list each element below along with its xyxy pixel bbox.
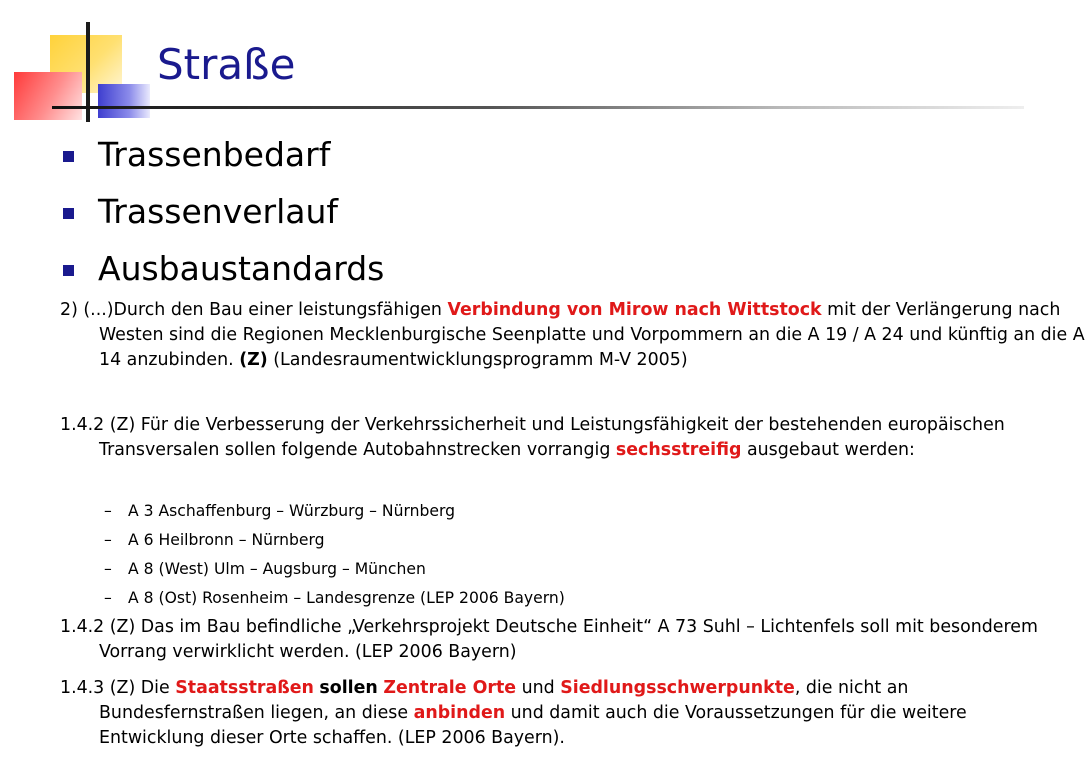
dash-icon: – xyxy=(104,531,112,549)
bullet-text: Trassenbedarf xyxy=(98,135,331,174)
square-bullet-icon xyxy=(63,265,74,276)
paragraph-autobahn-ausbau xyxy=(60,413,1061,463)
list-item xyxy=(104,558,426,580)
text-run: ausgebaut werden: xyxy=(741,440,915,460)
text-run: und xyxy=(516,678,561,698)
bullet-item xyxy=(62,130,384,187)
logo-blue-square xyxy=(98,84,150,118)
paragraph-staatsstrassen xyxy=(60,676,1061,751)
square-bullet-icon xyxy=(63,208,74,219)
paragraph-a73: 1.4.2 (Z) Das im Bau befindliche „Verkehrsprojekt Deutsche Einheit“ A 73 Suhl – Lichtenfels soll mit besonderem Vorrang verwirklicht werden. (LEP 2006 Bayern) xyxy=(60,617,1038,662)
bullet-item xyxy=(62,187,384,244)
highlight-text: Verbindung von Mirow nach Wittstock xyxy=(447,300,822,320)
bullet-text: Trassenverlauf xyxy=(98,192,339,231)
text-run: 1.4.3 (Z) Die xyxy=(60,678,176,698)
highlight-text: Zentrale Orte xyxy=(383,678,517,698)
list-item-text: A 8 (West) Ulm – Augsburg – München xyxy=(128,560,426,578)
text-run: (Landesraumentwicklungsprogramm M-V 2005) xyxy=(267,350,688,370)
bullet-list xyxy=(62,130,384,301)
dash-icon: – xyxy=(104,560,112,578)
dash-icon: – xyxy=(104,502,112,520)
list-item-text: A 3 Aschaffenburg – Würzburg – Nürnberg xyxy=(128,502,456,520)
list-item-text: A 6 Heilbronn – Nürnberg xyxy=(128,531,325,549)
list-item xyxy=(104,500,455,522)
logo-red-square xyxy=(14,72,82,120)
bullet-item xyxy=(62,244,384,301)
bullet-text: Ausbaustandards xyxy=(98,249,385,288)
text-run: und damit auch die Voraussetzungen für die weitere Entwicklung dieser Orte schaffen. (LEP 2006 Bayern). xyxy=(99,703,967,748)
bold-text: sollen xyxy=(319,678,378,698)
text-run: 2) (...)Durch den Bau einer leistungsfähigen xyxy=(60,300,448,320)
text-run: 1.4.2 (Z) Für die Verbesserung der Verkehrssicherheit und Leistungsfähigkeit der bestehenden europäischen Transversalen sollen folgende Autobahnstrecken vorrangig xyxy=(60,415,1005,460)
list-item xyxy=(104,587,565,609)
highlight-text: anbinden xyxy=(413,703,506,723)
bold-text: (Z) xyxy=(239,350,268,370)
slide-title: Straße xyxy=(157,40,296,89)
slide-logo-decoration xyxy=(0,0,160,130)
text-run: mit der Verlängerung nach Westen sind die Regionen Mecklenburgische Seenplatte und Vorpommern an die A 19 / A 24 und künftig an die A 14 anzubinden. xyxy=(99,300,1085,370)
title-underline xyxy=(52,106,1024,109)
highlight-text: Siedlungsschwerpunkte xyxy=(560,678,795,698)
square-bullet-icon xyxy=(63,151,74,162)
list-item xyxy=(104,529,325,551)
text-run: , die nicht an Bundesfernstraßen liegen, an diese xyxy=(99,678,909,723)
highlight-text: sechsstreifig xyxy=(615,440,742,460)
highlight-text: Staatsstraßen xyxy=(175,678,314,698)
dash-icon: – xyxy=(104,589,112,607)
list-item-text: A 8 (Ost) Rosenheim – Landesgrenze (LEP 2006 Bayern) xyxy=(128,589,565,607)
paragraph-mirow-wittstock xyxy=(60,298,1089,373)
